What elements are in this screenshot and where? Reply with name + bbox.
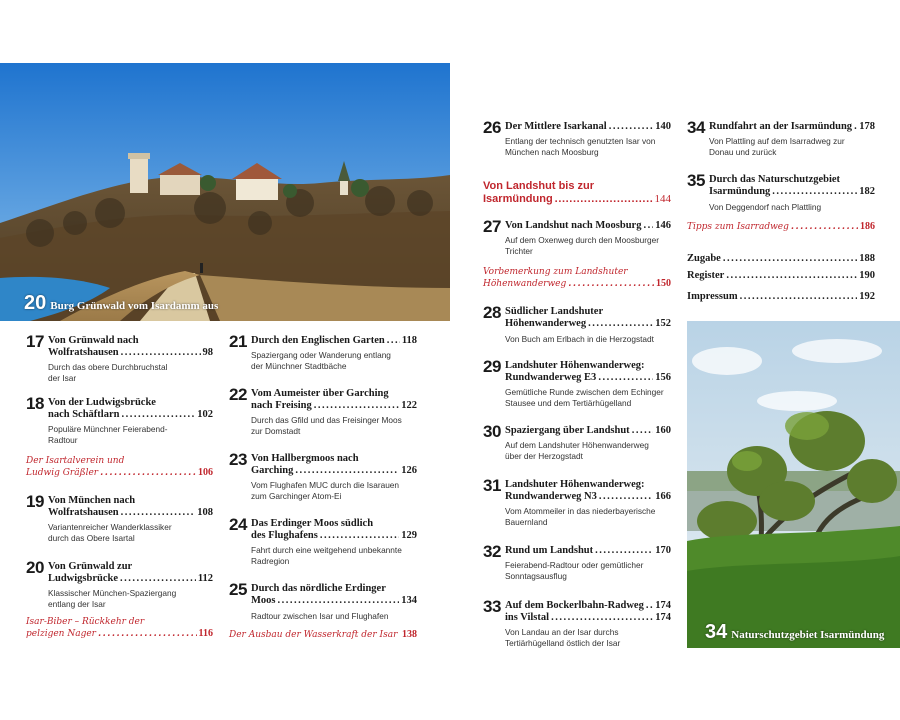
special-title-line1: Vorbemerkung zum Landshuter [483, 267, 628, 277]
tour-number: 25 [229, 580, 247, 599]
tour-description-line1: Radtour zwischen Isar und Flughafen [251, 611, 389, 621]
tour-title-line2: ins Vilstal [505, 612, 550, 623]
toc-entry-33[interactable] [483, 597, 671, 648]
tour-description-line2: München nach Moosburg [505, 146, 599, 157]
page-number: 106 [198, 467, 213, 478]
tour-title [48, 495, 213, 519]
page-number: 160 [655, 425, 671, 436]
tour-description [251, 480, 417, 501]
tour-title [505, 360, 671, 384]
special-title-line1: Isar-Biber – Rückkehr der [26, 617, 145, 627]
tour-title-line2: Garching [251, 465, 294, 476]
tour-description-line1: Auf dem Oxenweg durch den Moosburger [505, 235, 660, 245]
tour-description [505, 627, 671, 648]
page-number: 166 [655, 491, 671, 502]
tour-title-line2: Rundwanderweg E3 [505, 372, 597, 383]
tour-description [505, 440, 671, 461]
tour-description-line2: Radtour [48, 434, 78, 445]
tour-title [709, 174, 875, 198]
tour-number: 33 [483, 597, 501, 616]
toc-entry-26[interactable] [483, 118, 671, 161]
page-number: 134 [401, 595, 417, 606]
page-number: 170 [655, 545, 671, 556]
tour-description [48, 522, 213, 543]
page-number: 122 [401, 400, 417, 411]
photo-caption-text: Naturschutzgebiet Isarmündung [731, 629, 885, 641]
tour-title-line1: Von Grünwald nach [48, 335, 139, 346]
tour-description-line2: der Isar [48, 372, 77, 383]
special-title-line2: pelzigen Nager [26, 629, 96, 639]
tour-number: 26 [483, 118, 501, 137]
tour-title-line2: nach Freising [251, 400, 312, 411]
page-number: 126 [401, 465, 417, 476]
tour-description-line2: Sonntagsausflug [505, 570, 567, 581]
toc-entry-18[interactable] [26, 394, 213, 445]
tour-title [251, 518, 417, 542]
photo-burg-gruenwald [0, 63, 450, 321]
tour-description-line1: Von Plattling auf dem Isarradweg zur [709, 136, 845, 146]
misc-label: Register [687, 270, 725, 281]
tour-title [505, 121, 671, 133]
tour-description-line1: Entlang der technisch genutzten Isar von [505, 136, 656, 146]
tour-title-line2: Rundwanderweg N3 [505, 491, 597, 502]
tour-title-line2: Ludwigsbrücke [48, 573, 119, 584]
toc-special-tipps-isarradweg[interactable] [687, 221, 875, 233]
tour-description [251, 611, 417, 622]
tour-title-line1: Von Landshut nach Moosburg [505, 220, 642, 231]
misc-label: Zugabe [687, 253, 721, 264]
tour-description-line1: Spaziergang oder Wanderung entlang [251, 350, 391, 360]
tour-description-line2: entlang der Isar [48, 598, 106, 609]
photo-caption-number: 20 [24, 292, 47, 314]
tour-description-line2: Stausee und dem Tertiärhügelland [505, 397, 632, 408]
tour-title [505, 425, 671, 437]
tour-description-line1: Auf dem Landshuter Höhenwanderweg [505, 440, 649, 450]
page-number: 174 [655, 600, 671, 611]
toc-entry-24[interactable] [229, 515, 417, 566]
tour-title-line1: Auf dem Bockerlbahn-Radweg [505, 600, 644, 611]
tour-title-line2: des Flughafens [251, 530, 318, 541]
page-number: 140 [655, 121, 671, 132]
page-number: 150 [656, 278, 671, 289]
tour-title-line1: Durch das Naturschutzgebiet [709, 174, 841, 185]
tour-title-line2: Wolfratshausen [48, 507, 119, 518]
tour-title-line2: Wolfratshausen [48, 347, 119, 358]
tour-description [709, 202, 875, 213]
page-number: 112 [197, 573, 213, 584]
toc-section-landshut-isarmuendung[interactable] [483, 180, 671, 206]
tour-description-line2: Bauernland [505, 516, 548, 527]
page-number: 129 [401, 530, 417, 541]
tour-title [709, 121, 875, 133]
special-title-line1: Der Isartalverein und [26, 456, 125, 466]
tour-description-line1: Feierabend-Radtour oder gemütlicher [505, 560, 644, 570]
toc-misc-register[interactable] [687, 270, 875, 282]
tour-number: 20 [26, 558, 44, 577]
tour-title [505, 545, 671, 557]
special-title-line1: Der Ausbau der Wasserkraft der Isar [229, 630, 398, 640]
toc-entry-17[interactable] [26, 332, 213, 383]
tour-description [505, 235, 671, 256]
tour-description-line2: zum Garchinger Atom-Ei [251, 490, 342, 501]
tour-title-line1: Landshuter Höhenwanderweg: [505, 479, 645, 490]
toc-special-vorbemerkung[interactable] [483, 266, 671, 290]
page-number: 192 [859, 291, 875, 302]
tour-title-line1: Von München nach [48, 495, 136, 506]
toc-entry-35[interactable] [687, 171, 875, 214]
toc-entry-20[interactable] [26, 558, 213, 609]
page-number: 138 [402, 629, 417, 640]
page-number: 186 [860, 221, 875, 232]
toc-entry-29[interactable] [483, 357, 671, 408]
tour-description [251, 350, 417, 371]
tour-description-line1: Durch das Gfild und das Freisinger Moos [251, 415, 402, 425]
toc-misc-zugabe[interactable] [687, 253, 875, 265]
tour-number: 27 [483, 217, 501, 236]
photo-caption-number: 34 [705, 621, 728, 643]
tour-description-line2: Donau und zurück [709, 146, 777, 157]
photo-naturschutzgebiet [687, 321, 900, 648]
tour-title [505, 220, 671, 232]
tour-title-line2: Moos [251, 595, 276, 606]
tour-title [48, 397, 213, 421]
toc-entry-28[interactable] [483, 303, 671, 346]
tour-description [505, 506, 671, 527]
photo-caption-top [24, 292, 218, 315]
page-number: 190 [859, 270, 875, 281]
tour-description-line1: Vom Atommeiler in das niederbayerische [505, 506, 656, 516]
tour-description-line2: über der Herzogstadt [505, 450, 583, 461]
toc-special-isar-biber[interactable] [26, 616, 213, 640]
photo-caption-right [705, 621, 884, 644]
photo-burg-gruenwald-image [0, 63, 450, 321]
tour-number: 34 [687, 118, 705, 137]
page-number: 108 [197, 507, 213, 518]
tour-title [251, 388, 417, 412]
tour-title [251, 335, 417, 347]
tour-title-line1: Rund um Landshut [505, 545, 594, 556]
page-number: 152 [655, 318, 671, 329]
toc-entry-30[interactable] [483, 422, 671, 465]
misc-label: Impressum [687, 291, 738, 302]
section-title-line2: Isarmündung [483, 193, 553, 205]
tour-number: 32 [483, 542, 501, 561]
special-title-line2: Höhenwanderweg [483, 279, 567, 289]
toc-entry-25[interactable] [229, 580, 417, 621]
photo-caption-text: Burg Grünwald vom Isardamm aus [50, 300, 219, 312]
tour-description-line1: Klassischer München-Spaziergang [48, 588, 177, 598]
tour-description-line2: der Münchner Stadtbäche [251, 360, 347, 371]
tour-description-line2: durch das Obere Isartal [48, 532, 135, 543]
tour-description-line1: Durch das obere Durchbruchstal [48, 362, 168, 372]
toc-entry-23[interactable] [229, 450, 417, 501]
toc-misc-impressum[interactable] [687, 291, 875, 303]
page-number: 156 [655, 372, 671, 383]
toc-entry-21[interactable] [229, 332, 417, 375]
photo-naturschutzgebiet-image [687, 321, 900, 648]
page-number: 178 [859, 121, 875, 132]
tour-description-line1: Von Buch am Erlbach in die Herzogstadt [505, 334, 654, 344]
tour-title [505, 600, 671, 624]
tour-title [251, 583, 417, 607]
tour-title-line2: Höhenwanderweg [505, 318, 587, 329]
tour-description [48, 424, 213, 445]
toc-entry-19[interactable] [26, 492, 213, 543]
tour-title-line1: Durch das nördliche Erdinger [251, 583, 386, 594]
tour-title [505, 306, 671, 330]
tour-number: 29 [483, 357, 501, 376]
tour-number: 23 [229, 450, 247, 469]
toc-special-wasserkraft[interactable] [229, 629, 417, 641]
toc-entry-22[interactable] [229, 385, 417, 436]
tour-description-line1: Vom Flughafen MUC durch die Isarauen [251, 480, 400, 490]
page-number-2: 174 [655, 612, 671, 623]
page-number: 188 [859, 253, 875, 264]
toc-entry-32[interactable] [483, 542, 671, 585]
tour-description-line1: Von Deggendorf nach Plattling [709, 202, 822, 212]
toc-entry-27[interactable] [483, 217, 671, 260]
page-number: 146 [655, 220, 671, 231]
tour-title [505, 479, 671, 503]
tour-number: 21 [229, 332, 247, 351]
tour-description-line1: Variantenreicher Wanderklassiker [48, 522, 172, 532]
tour-description [505, 387, 671, 408]
tour-description-line1: Von Landau an der Isar durchs [505, 627, 619, 637]
page-number: 182 [859, 186, 875, 197]
page-number: 102 [197, 409, 213, 420]
tour-title [48, 561, 213, 585]
tour-description [505, 560, 671, 581]
tour-description-line2: Radregion [251, 555, 290, 566]
tour-number: 17 [26, 332, 44, 351]
tour-description-line1: Populäre Münchner Feierabend- [48, 424, 168, 434]
section-title-line1: Von Landshut bis zur [483, 180, 595, 192]
page-number: 144 [654, 193, 671, 205]
page-number: 116 [198, 628, 213, 639]
tour-description [251, 415, 417, 436]
tour-description [48, 362, 213, 383]
toc-entry-31[interactable] [483, 476, 671, 527]
tour-number: 24 [229, 515, 247, 534]
tour-description [505, 334, 671, 345]
tour-number: 19 [26, 492, 44, 511]
tour-title-line1: Das Erdinger Moos südlich [251, 518, 374, 529]
tour-title-line1: Südlicher Landshuter [505, 306, 604, 317]
page-number: 118 [401, 335, 417, 346]
tour-title-line1: Durch den Englischen Garten [251, 335, 385, 346]
tour-description [505, 136, 671, 157]
tour-number: 31 [483, 476, 501, 495]
tour-description [709, 136, 875, 157]
tour-description [251, 545, 417, 566]
tour-title-line1: Der Mittlere Isarkanal [505, 121, 607, 132]
tour-title [48, 335, 213, 359]
page-number: 98 [202, 347, 213, 358]
tour-description-line2: Trichter [505, 245, 533, 256]
special-title-line2: Ludwig Gräßler [26, 468, 99, 478]
tour-description-line1: Fahrt durch eine weitgehend unbekannte [251, 545, 402, 555]
tour-title-line1: Vom Aumeister über Garching [251, 388, 389, 399]
tour-number: 22 [229, 385, 247, 404]
tour-title-line1: Von Grünwald zur [48, 561, 133, 572]
tour-description-line2: Tertiärhügelland östlich der Isar [505, 637, 621, 648]
tour-title-line1: Spaziergang über Landshut [505, 425, 630, 436]
toc-entry-34[interactable] [687, 118, 875, 161]
tour-title-line1: Landshuter Höhenwanderweg: [505, 360, 645, 371]
tour-title-line2: Isarmündung [709, 186, 771, 197]
tour-description [48, 588, 213, 609]
tour-description-line2: zur Domstadt [251, 425, 301, 436]
tour-number: 28 [483, 303, 501, 322]
tour-number: 35 [687, 171, 705, 190]
tour-number: 30 [483, 422, 501, 441]
tour-title-line2: nach Schäftlarn [48, 409, 120, 420]
tour-number: 18 [26, 394, 44, 413]
tour-title-line1: Rundfahrt an der Isarmündung [709, 121, 853, 132]
tour-title-line1: Von der Ludwigsbrücke [48, 397, 156, 408]
special-title-line1: Tipps zum Isarradweg [687, 222, 789, 232]
tour-title [251, 453, 417, 477]
tour-description-line1: Gemütliche Runde zwischen dem Echinger [505, 387, 664, 397]
toc-special-isartalverein[interactable] [26, 455, 213, 479]
tour-title-line1: Von Hallbergmoos nach [251, 453, 359, 464]
